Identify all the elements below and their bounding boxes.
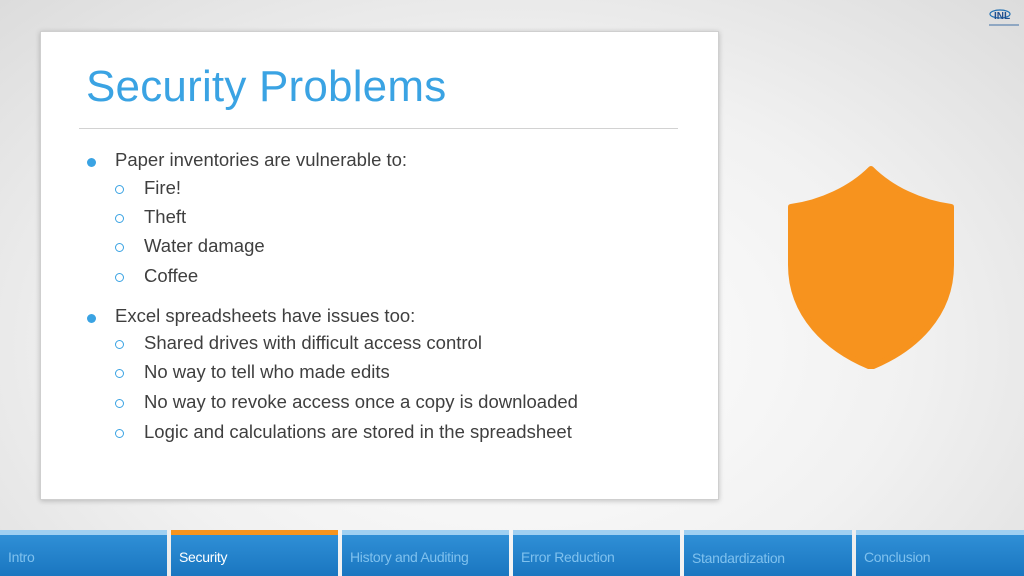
bullet-ring-icon xyxy=(115,185,124,194)
bullet-ring-icon xyxy=(115,369,124,378)
bullet-ring-icon xyxy=(115,214,124,223)
nav-tab-history-and-auditing[interactable] xyxy=(342,530,509,576)
nav-tab-label: History and Auditing xyxy=(350,549,469,565)
sub-bullet: No way to revoke access once a copy is downloaded xyxy=(115,391,675,421)
svg-text:INL: INL xyxy=(994,11,1011,22)
bullet-dot-icon xyxy=(87,158,96,167)
sub-bullet: Water damage xyxy=(115,235,675,265)
nav-tab-standardization[interactable] xyxy=(684,530,852,576)
bullet-heading: Paper inventories are vulnerable to: xyxy=(87,149,687,179)
bullet-ring-icon xyxy=(115,340,124,349)
sub-bullet: Coffee xyxy=(115,265,675,295)
nav-tab-security[interactable] xyxy=(171,530,338,576)
nav-tab-label: Intro xyxy=(8,549,35,565)
inl-logo-icon xyxy=(986,6,1022,32)
nav-tab-label: Security xyxy=(179,549,228,565)
bullet-heading: Excel spreadsheets have issues too: xyxy=(87,305,687,335)
sub-bullet: Fire! xyxy=(115,177,675,207)
bullet-dot-icon xyxy=(87,314,96,323)
nav-tab-error-reduction[interactable] xyxy=(513,530,680,576)
nav-tab-conclusion[interactable] xyxy=(856,530,1024,576)
bullet-ring-icon xyxy=(115,243,124,252)
nav-tab-label: Error Reduction xyxy=(521,549,615,565)
shield-icon xyxy=(785,165,957,369)
bullet-ring-icon xyxy=(115,399,124,408)
sub-bullet: Theft xyxy=(115,206,675,236)
section-nav-bar xyxy=(0,530,1024,576)
nav-tab-label: Conclusion xyxy=(864,549,931,565)
content-card xyxy=(40,31,719,500)
page-title: Security Problems xyxy=(86,62,447,111)
bullet-ring-icon xyxy=(115,273,124,282)
sub-bullet: No way to tell who made edits xyxy=(115,361,675,391)
sub-bullet: Logic and calculations are stored in the spreadsheet xyxy=(115,421,675,451)
sub-bullet: Shared drives with difficult access control xyxy=(115,332,675,362)
nav-tab-intro[interactable] xyxy=(0,530,167,576)
bullet-ring-icon xyxy=(115,429,124,438)
bullet-list xyxy=(41,32,718,499)
nav-tab-label: Standardization xyxy=(692,550,785,566)
